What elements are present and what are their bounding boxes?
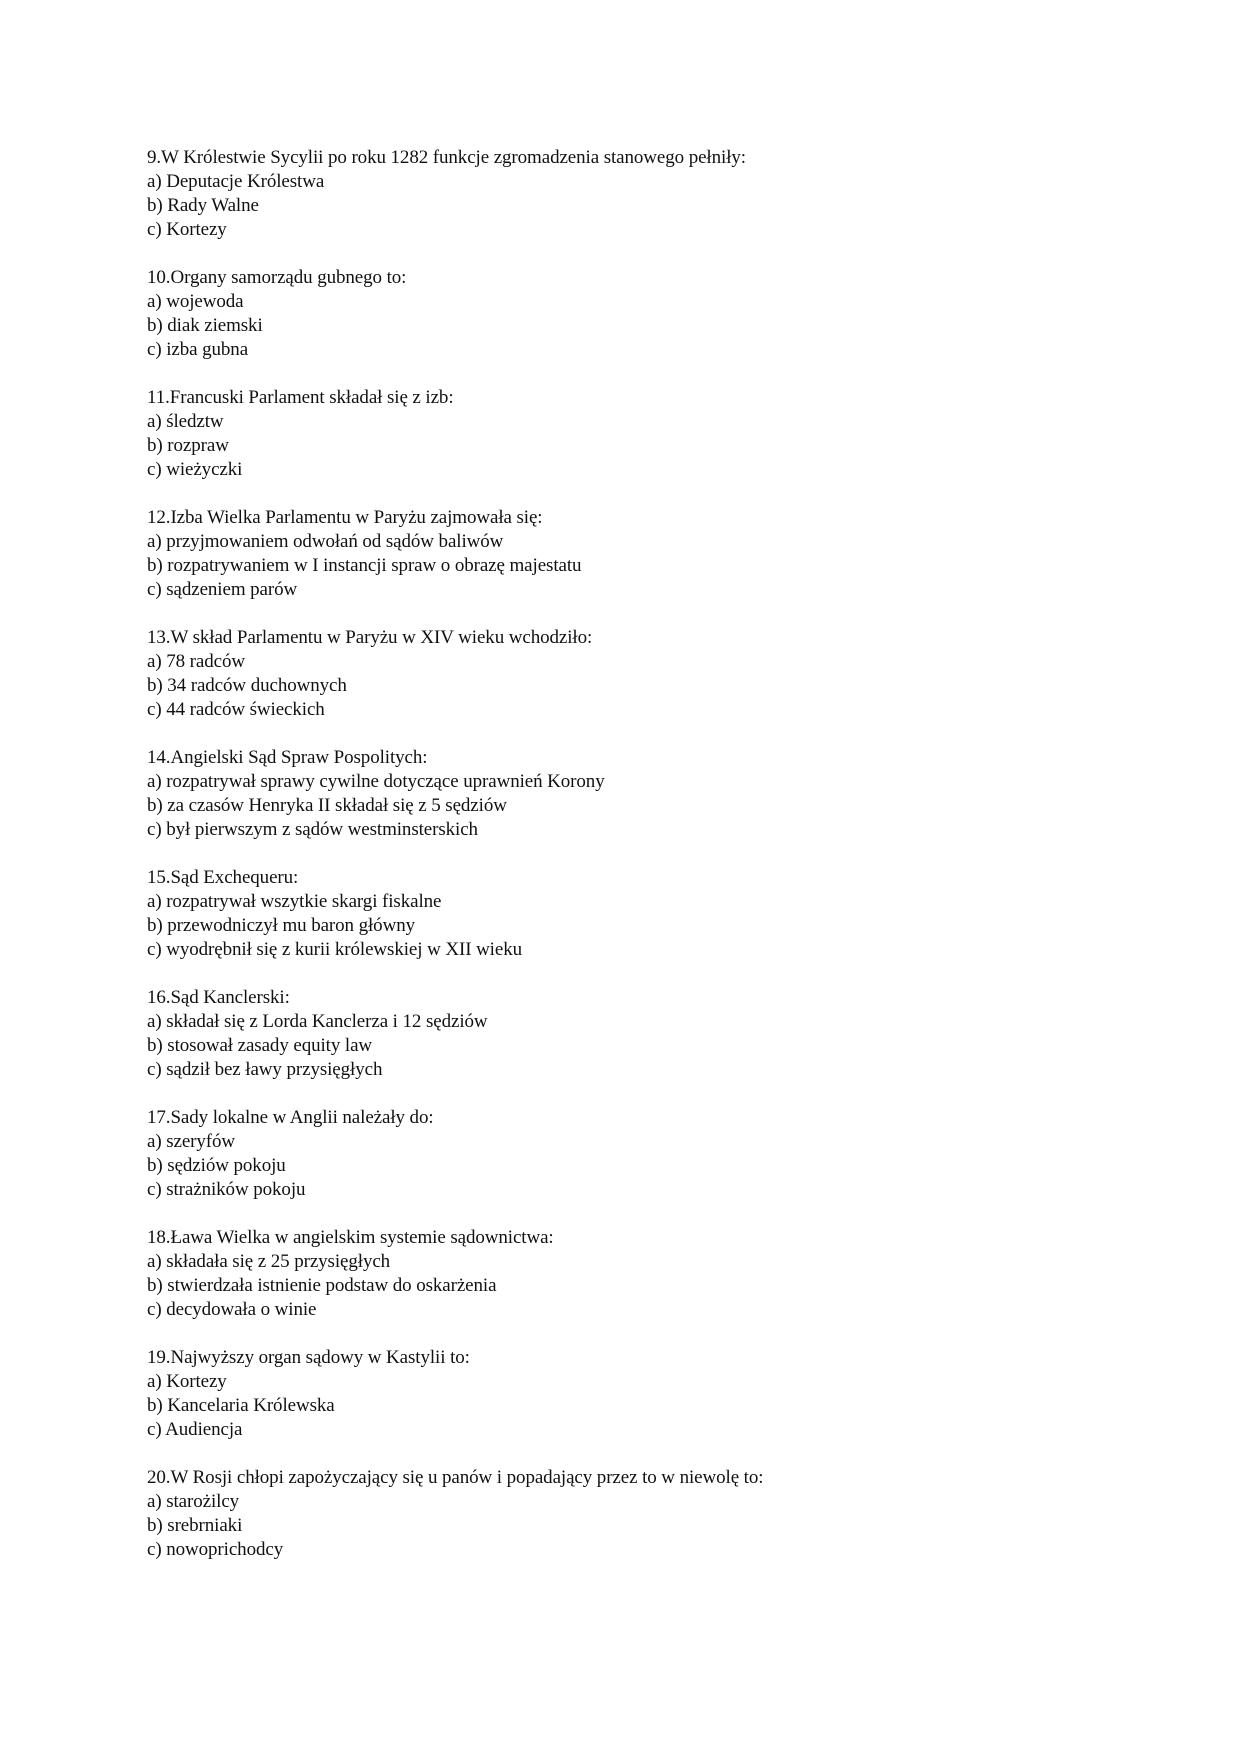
answer-option: a) rozpatrywał wszytkie skargi fiskalne [147,891,442,912]
question-item [147,1466,1147,1562]
answer-option: b) rozpraw [147,435,229,456]
question-prompt: 16.Sąd Kanclerski: [147,987,290,1008]
question-prompt: 11.Francuski Parlament składał się z izb: [147,387,454,408]
question-item [147,1346,1147,1442]
answer-option: b) za czasów Henryka II składał się z 5 sędziów [147,795,507,816]
question-item [147,266,1147,362]
answer-option: b) stosował zasady equity law [147,1035,373,1056]
question-item [147,1106,1147,1202]
answer-option: c) sądzeniem parów [147,579,298,600]
answer-option: a) 78 radców [147,651,245,672]
question-prompt: 18.Ława Wielka w angielskim systemie sądownictwa: [147,1227,554,1248]
question-prompt: 17.Sady lokalne w Anglii należały do: [147,1107,434,1128]
answer-option: c) strażników pokoju [147,1179,306,1200]
answer-option: b) przewodniczył mu baron główny [147,915,416,936]
answer-option: a) składał się z Lorda Kanclerza i 12 sędziów [147,1011,488,1032]
answer-option: a) starożilcy [147,1491,240,1512]
question-list [147,146,1147,1586]
answer-option: b) 34 radców duchownych [147,675,347,696]
answer-option: c) sądził bez ławy przysięgłych [147,1059,383,1080]
answer-option: c) był pierwszym z sądów westminsterskich [147,819,478,840]
answer-option: a) śledztw [147,411,224,432]
question-prompt: 15.Sąd Exchequeru: [147,867,299,888]
answer-option: a) przyjmowaniem odwołań od sądów baliwów [147,531,504,552]
answer-option: c) 44 radców świeckich [147,699,325,720]
question-prompt: 14.Angielski Sąd Spraw Pospolitych: [147,747,428,768]
answer-option: a) Kortezy [147,1371,227,1392]
answer-option: c) Audiencja [147,1419,243,1440]
answer-option: a) wojewoda [147,291,244,312]
question-item [147,866,1147,962]
answer-option: a) Deputacje Królestwa [147,171,325,192]
answer-option: c) nowoprichodcy [147,1539,284,1560]
answer-option: c) decydowała o winie [147,1299,317,1320]
answer-option: a) składała się z 25 przysięgłych [147,1251,391,1272]
question-prompt: 9.W Królestwie Sycylii po roku 1282 funkcje zgromadzenia stanowego pełniły: [147,147,746,168]
question-prompt: 20.W Rosji chłopi zapożyczający się u panów i popadający przez to w niewolę to: [147,1467,764,1488]
answer-option: b) diak ziemski [147,315,263,336]
question-item [147,1226,1147,1322]
question-prompt: 19.Najwyższy organ sądowy w Kastylii to: [147,1347,470,1368]
answer-option: a) rozpatrywał sprawy cywilne dotyczące uprawnień Korony [147,771,605,792]
answer-option: b) stwierdzała istnienie podstaw do oskarżenia [147,1275,497,1296]
question-prompt: 10.Organy samorządu gubnego to: [147,267,407,288]
answer-option: c) izba gubna [147,339,249,360]
question-item [147,986,1147,1082]
question-item [147,746,1147,842]
answer-option: c) wieżyczki [147,459,243,480]
question-item [147,506,1147,602]
question-prompt: 13.W skład Parlamentu w Paryżu w XIV wieku wchodziło: [147,627,593,648]
question-item [147,146,1147,242]
answer-option: a) szeryfów [147,1131,236,1152]
answer-option: b) sędziów pokoju [147,1155,286,1176]
answer-option: c) Kortezy [147,219,227,240]
answer-option: b) srebrniaki [147,1515,243,1536]
question-prompt: 12.Izba Wielka Parlamentu w Paryżu zajmowała się: [147,507,543,528]
question-item [147,626,1147,722]
answer-option: b) Rady Walne [147,195,259,216]
answer-option: b) Kancelaria Królewska [147,1395,335,1416]
question-item [147,386,1147,482]
answer-option: c) wyodrębnił się z kurii królewskiej w XII wieku [147,939,522,960]
answer-option: b) rozpatrywaniem w I instancji spraw o obrazę majestatu [147,555,582,576]
